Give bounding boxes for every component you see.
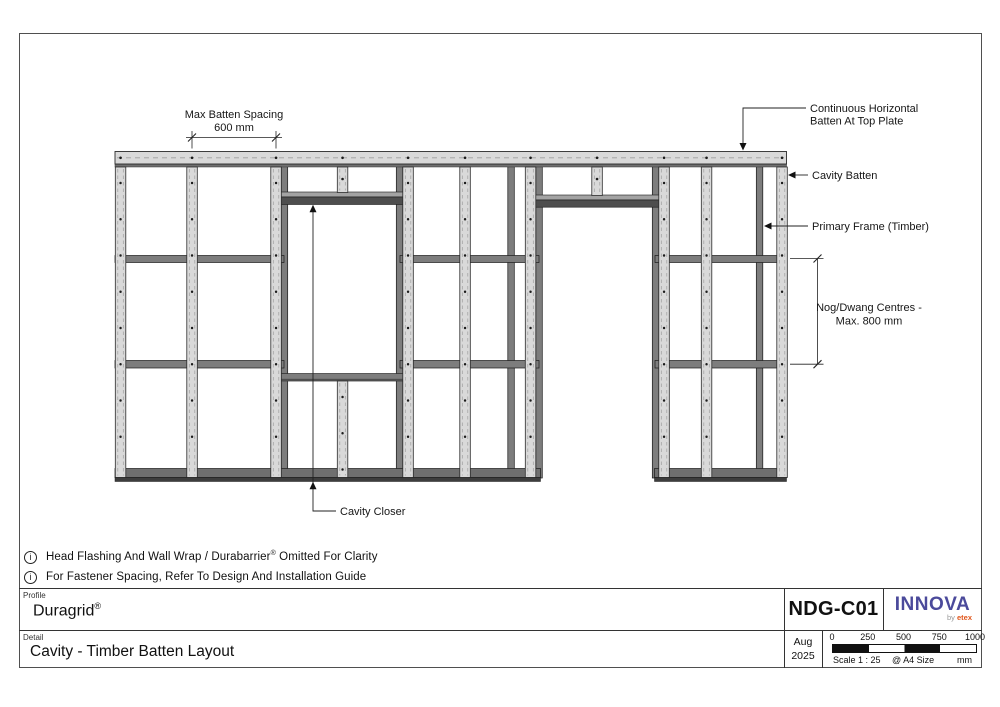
bottom-plate-edge	[115, 478, 541, 482]
registered-mark: ®	[94, 601, 101, 611]
scale-text: Scale 1 : 25	[833, 655, 881, 665]
label-primary-frame	[764, 221, 929, 233]
arrow-left-icon	[764, 223, 772, 230]
primary-frame-layer	[115, 166, 787, 478]
cavity-batten	[271, 167, 282, 478]
leader-line	[313, 206, 336, 512]
note-text: Omitted For Clarity	[275, 550, 378, 563]
timber-stud	[536, 166, 543, 478]
bottom-plate	[115, 469, 541, 478]
cavity-batten	[337, 381, 348, 478]
cavity-batten	[115, 167, 126, 478]
label-cavity-batten-text: Cavity Batten	[812, 170, 878, 182]
fastener-dot	[119, 157, 122, 160]
bottom-plate	[655, 469, 787, 478]
scale-tick: 250	[860, 632, 876, 642]
profile-value	[33, 601, 101, 620]
dim-batten-spacing-line2: 600 mm	[214, 122, 254, 134]
cavity-batten	[777, 167, 788, 478]
fastener-dot	[464, 157, 467, 160]
timber-stud	[756, 166, 763, 478]
dim-nog-centres-line2: Max. 800 mm	[835, 315, 903, 328]
label-cavity-closer-text: Cavity Closer	[340, 506, 406, 518]
note-text: Head Flashing And Wall Wrap / Durabarrier	[46, 550, 271, 563]
drawing-number: NDG-C01	[788, 598, 879, 620]
fastener-dot	[191, 157, 194, 160]
arrow-up-icon	[310, 482, 317, 490]
innova-logo: INNOVA	[894, 594, 971, 615]
fastener-dot	[529, 157, 532, 160]
door-lintel	[530, 200, 664, 207]
fastener-dot	[596, 178, 599, 181]
cavity-batten	[187, 167, 198, 478]
fastener-dot	[341, 157, 344, 160]
fastener-dot	[275, 157, 278, 160]
paper-size-text: @ A4 Size	[892, 655, 935, 665]
label-cavity-batten	[788, 170, 877, 182]
profile-name: Duragrid	[33, 602, 95, 620]
graphic-scale-bar	[832, 644, 977, 653]
window-lintel	[276, 197, 409, 205]
detail-value: Cavity - Timber Batten Layout	[30, 643, 235, 660]
scale-tick: 750	[931, 632, 947, 642]
note-fastener-spacing	[46, 571, 366, 583]
cavity-batten	[525, 167, 536, 478]
arrow-left-icon	[788, 172, 796, 179]
cavity-batten	[659, 167, 670, 478]
scale-tick: 0	[829, 632, 835, 642]
label-continuous-batten-line1: Continuous Horizontal	[810, 103, 919, 115]
scale-bar-cell	[822, 631, 986, 668]
date-month: Aug	[793, 635, 813, 648]
date-year: 2025	[791, 649, 815, 662]
byline-brand: etex	[956, 613, 972, 622]
dimension-nog-centres	[790, 255, 922, 369]
nog-dwang	[115, 361, 284, 369]
nog-dwang	[655, 256, 787, 263]
dim-nog-centres-line1: Nog/Dwang Centres -	[816, 302, 922, 314]
leader-line	[743, 108, 806, 144]
arrow-up-icon	[310, 205, 317, 213]
scale-tick: 500	[895, 632, 912, 642]
label-primary-frame-text: Primary Frame (Timber)	[812, 221, 929, 233]
fastener-dot	[663, 157, 666, 160]
profile-label: Profile	[23, 591, 46, 600]
nog-dwang	[115, 256, 284, 263]
detail-label: Detail	[23, 632, 44, 642]
note-text: For Fastener Spacing, Refer To Design And Installation Guide	[46, 570, 367, 583]
info-icon: i	[24, 571, 37, 584]
arrow-down-icon	[740, 143, 747, 151]
cavity-batten	[701, 167, 712, 478]
registered-mark: ®	[270, 550, 276, 557]
timber-stud	[281, 166, 288, 478]
fastener-dot	[781, 157, 784, 160]
cavity-batten	[592, 167, 603, 196]
brand-logo-cell	[884, 589, 981, 630]
cavity-batten-layer	[115, 152, 787, 482]
byline-prefix: by	[946, 613, 957, 622]
scale-tick: 1000	[964, 632, 986, 642]
fastener-dot	[596, 157, 599, 160]
label-continuous-batten-line2: Batten At Top Plate	[810, 115, 904, 128]
nog-dwang	[655, 361, 787, 369]
fastener-dot	[705, 157, 708, 160]
dim-batten-spacing-line1: Max Batten Spacing	[184, 109, 284, 121]
timber-stud	[396, 166, 403, 478]
label-continuous-batten	[740, 103, 919, 151]
cavity-batten	[403, 167, 414, 478]
note-head-flashing	[46, 550, 378, 563]
cavity-batten	[460, 167, 471, 478]
bottom-plate-edge	[655, 478, 787, 482]
dimension-batten-spacing	[185, 109, 283, 149]
timber-stud	[652, 166, 659, 478]
unit-text: mm	[957, 655, 972, 665]
fastener-dot	[407, 157, 410, 160]
info-icon: i	[24, 551, 37, 564]
fastener-dot	[341, 178, 344, 181]
timber-stud	[508, 166, 515, 478]
